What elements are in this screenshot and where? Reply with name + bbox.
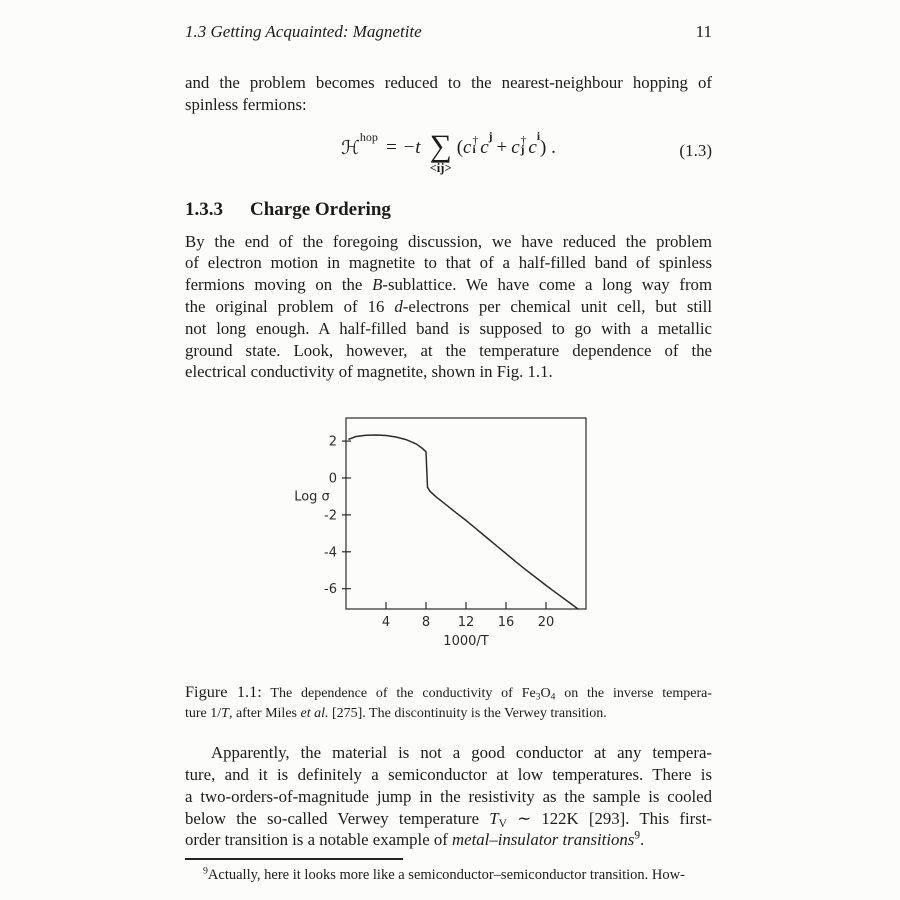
operator-c: c bbox=[528, 136, 537, 158]
section-number: 1.3.3 bbox=[185, 198, 223, 220]
section-heading bbox=[185, 199, 712, 221]
x-tick-label: 16 bbox=[497, 615, 515, 631]
text-line: ture 1/T, after Miles et al. [275]. The discontinuity is the Verwey transition. bbox=[185, 705, 607, 721]
closing-paragraph bbox=[185, 742, 712, 851]
figure-caption bbox=[185, 682, 712, 723]
equation-1-3 bbox=[185, 127, 712, 191]
x-tick-label: 4 bbox=[381, 615, 391, 631]
footnote bbox=[185, 858, 712, 885]
dagger-i-script: † i bbox=[472, 134, 479, 157]
plus-sign: + bbox=[496, 136, 508, 158]
conductivity-plot bbox=[288, 409, 618, 649]
open-paren: ( bbox=[456, 136, 464, 158]
equation-relation: = −t bbox=[384, 136, 421, 158]
text-line: Apparently, the material is not a good conductor at any tempera- bbox=[211, 743, 712, 763]
figure-1-1 bbox=[288, 409, 618, 649]
text-line: below the so-called Verwey temperature $T_V$ ∼ 122K [293]. This first- bbox=[185, 808, 712, 830]
conductivity-curve bbox=[349, 435, 578, 609]
text-line: $^9$Actually, here it looks more like a semiconductor–semiconductor transition. How- bbox=[203, 865, 685, 884]
y-tick-label: -6 bbox=[324, 582, 337, 598]
intro-paragraph bbox=[185, 72, 712, 116]
text-line: fermions moving on the B-sublattice. We have come a long way from bbox=[185, 275, 712, 295]
summation-limits: <ij> bbox=[429, 160, 452, 175]
text-line: By the end of the foregoing discussion, we have reduced the problem bbox=[185, 231, 712, 251]
text-line: electrical conductivity of magnetite, shown in Fig. 1.1. bbox=[185, 362, 553, 382]
text-line: a two-orders-of-magnitude jump in the resistivity as the sample is cooled bbox=[185, 786, 712, 806]
page-number: 11 bbox=[695, 22, 712, 41]
text-line: and the problem becomes reduced to the nearest-neighbour hopping of bbox=[185, 73, 712, 92]
operator-c: c bbox=[511, 136, 520, 158]
operator-c: c bbox=[480, 136, 489, 158]
operator-c: c bbox=[463, 136, 472, 158]
close-paren: ) . bbox=[540, 136, 556, 158]
plot-frame bbox=[346, 418, 586, 609]
text-line: order transition is a notable example of metal–insulator transitions$^9$. bbox=[185, 830, 645, 850]
running-head bbox=[185, 22, 712, 42]
y-tick-label: 2 bbox=[328, 434, 337, 450]
body-paragraph bbox=[185, 231, 712, 384]
text-line: ground state. Look, however, at the temperature dependence of the bbox=[185, 340, 712, 360]
text-line: Figure 1.1: The dependence of the conductivity of $Fe_3O_4$ on the inverse tempera- bbox=[185, 682, 713, 703]
x-tick-label: 8 bbox=[421, 615, 431, 631]
hamiltonian-symbol: ℋ bbox=[341, 137, 360, 159]
footnote-separator bbox=[185, 858, 403, 860]
x-axis-label: 1000/T bbox=[443, 634, 489, 650]
equation-number: (1.3) bbox=[679, 140, 712, 160]
equation-body: ℋ hop = −t ∑ <ij> ( c † i c j + c † j c i ) . bbox=[341, 127, 556, 175]
summation bbox=[429, 127, 452, 175]
dagger-j-script: † j bbox=[520, 134, 527, 157]
running-head-title: 1.3 Getting Acquainted: Magnetite bbox=[185, 22, 422, 41]
text-line: ture, and it is definitely a semiconductor at low temperatures. There is bbox=[185, 764, 712, 784]
section-title: Charge Ordering bbox=[250, 198, 391, 220]
text-line: not long enough. A half-filled band is supposed to go with a metallic bbox=[185, 318, 712, 338]
sigma-symbol: ∑ bbox=[429, 127, 452, 163]
y-tick-label: -2 bbox=[324, 508, 337, 524]
footnote-text bbox=[185, 865, 712, 885]
text-line: of electron motion in magnetite to that of a half-filled band of spinless bbox=[185, 253, 712, 273]
text-line: the original problem of 16 d-electrons per chemical unit cell, but still bbox=[185, 296, 713, 316]
text-column bbox=[185, 22, 712, 885]
y-axis-label: Log σ bbox=[294, 489, 330, 505]
y-tick-label: 0 bbox=[328, 471, 337, 487]
x-tick-label: 20 bbox=[537, 615, 555, 631]
text-line: spinless fermions: bbox=[185, 94, 307, 114]
x-tick-label: 12 bbox=[457, 615, 475, 631]
y-tick-label: -4 bbox=[324, 545, 337, 561]
